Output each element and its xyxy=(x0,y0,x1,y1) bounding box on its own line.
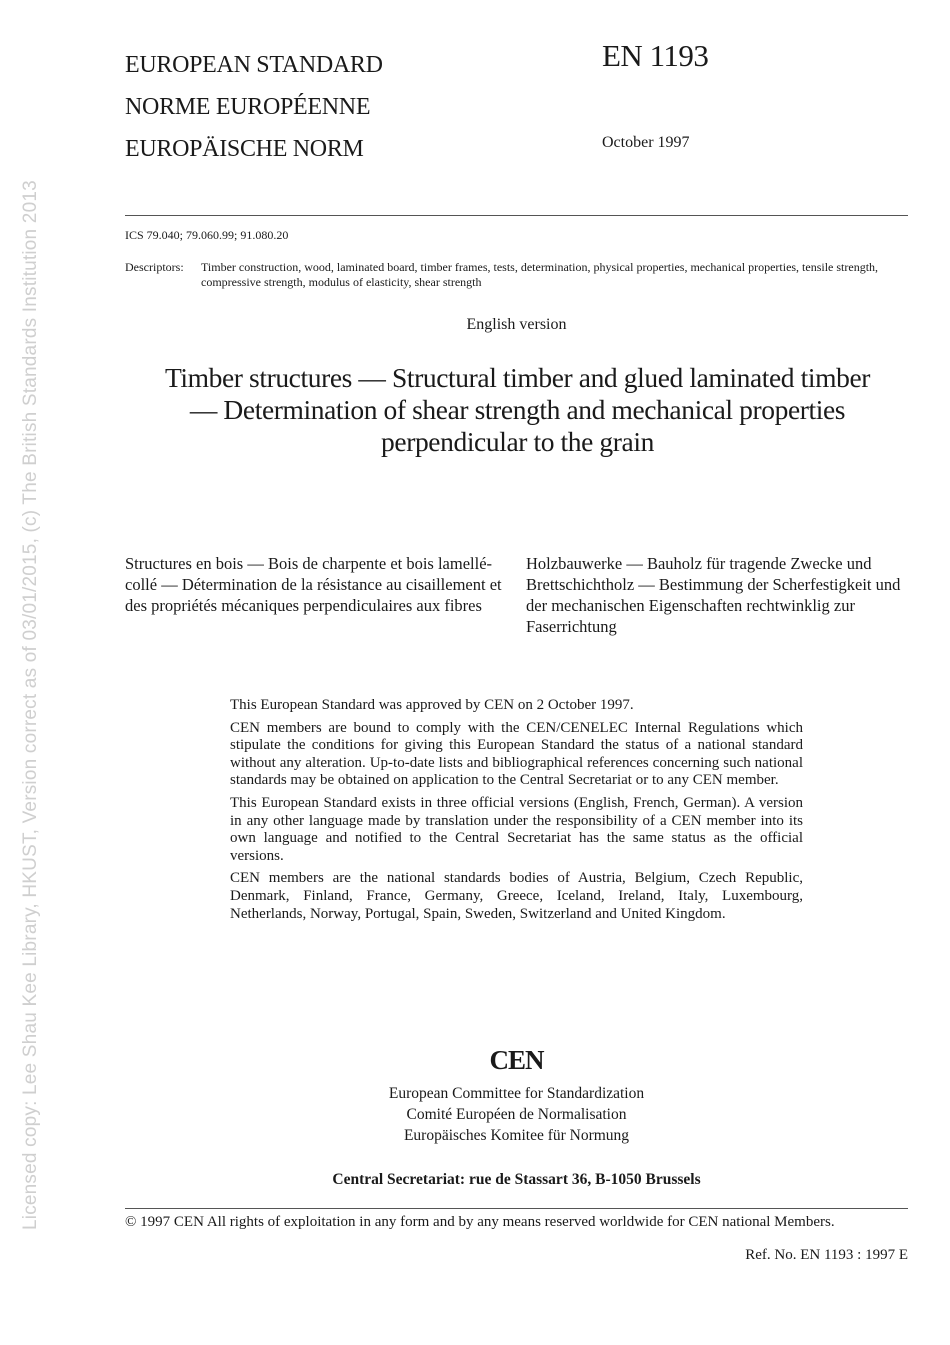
descriptors-text: Timber construction, wood, laminated board, timber frames, tests, determination, physical properties, mechanical properties, tensile strength, compressive strength, modulus of elasticity, shear strength xyxy=(201,260,879,289)
reference-number: Ref. No. EN 1193 : 1997 E xyxy=(745,1247,908,1263)
designation-fr: NORME EUROPÉENNE xyxy=(125,94,371,120)
members-paragraph: CEN members are the national standards bodies of Austria, Belgium, Czech Republic, Denmark, Finland, France, Germany, Greece, Iceland, Ireland, Italy, Luxembourg, Netherlands, Norway, Portugal, Spain, Sweden, Switzerland and United Kingdom. xyxy=(230,870,803,922)
cen-logo: CEN xyxy=(489,1045,544,1075)
copyright-notice: © 1997 CEN All rights of exploitation in any form and by any means reserved worldwide for CEN national Members. xyxy=(125,1214,835,1230)
committee-name-de: Europäisches Komitee für Normung xyxy=(403,1127,630,1144)
ics-codes: ICS 79.040; 79.060.99; 91.080.20 xyxy=(125,228,289,242)
footer-divider xyxy=(125,1208,908,1209)
descriptors-label: Descriptors: xyxy=(125,260,184,274)
versions-paragraph: This European Standard exists in three official versions (English, French, German). A version in any other language made by translation under the responsibility of a CEN member into its own language and notified to the Central Secretariat has the same status as the official versions. xyxy=(230,794,803,864)
title-german: Holzbauwerke — Bauholz für tragende Zwecke und Brettschichtholz — Bestimmung der Scherfestigkeit und der mechanischen Eigenschaften rechtwinklig zur Faserrichtung xyxy=(526,554,901,636)
standard-number: EN 1193 xyxy=(602,38,709,73)
standard-designation xyxy=(125,44,383,170)
compliance-paragraph: CEN members are bound to comply with the CEN/CENELEC Internal Regulations which stipulate the conditions for giving this European Standard the status of a national standard without any alteration. Up-to-date lists and bibliographical references concerning such national standards may be obtained on application to the Central Secretariat or to any CEN member. xyxy=(230,719,803,789)
designation-en: EUROPEAN STANDARD xyxy=(125,52,383,78)
committee-name-fr: Comité Européen de Normalisation xyxy=(406,1106,627,1123)
committee-name-en: European Committee for Standardization xyxy=(388,1085,645,1102)
publication-date: October 1997 xyxy=(602,134,690,151)
document-title: Timber structures — Structural timber and glued laminated timber — Determination of shear strength and mechanical properties perpendicular to the grain xyxy=(164,362,871,457)
approval-notice xyxy=(230,697,803,928)
secretariat-address: Central Secretariat: rue de Stassart 36, B-1050 Brussels xyxy=(332,1171,701,1188)
language-version: English version xyxy=(466,316,567,333)
title-french: Structures en bois — Bois de charpente et bois lamellé-collé — Détermination de la résistance au cisaillement et des propriétés mécaniques perpendiculaires aux fibres xyxy=(125,554,502,615)
approval-paragraph: This European Standard was approved by CEN on 2 October 1997. xyxy=(230,697,634,713)
committee-names xyxy=(0,1083,950,1146)
designation-de: EUROPÄISCHE NORM xyxy=(125,136,364,162)
header-divider xyxy=(125,215,908,216)
license-watermark: Licensed copy: Lee Shau Kee Library, HKUST, Version correct as of 03/01/2015, (c) The British Standards Institution 2013 xyxy=(20,180,41,1230)
